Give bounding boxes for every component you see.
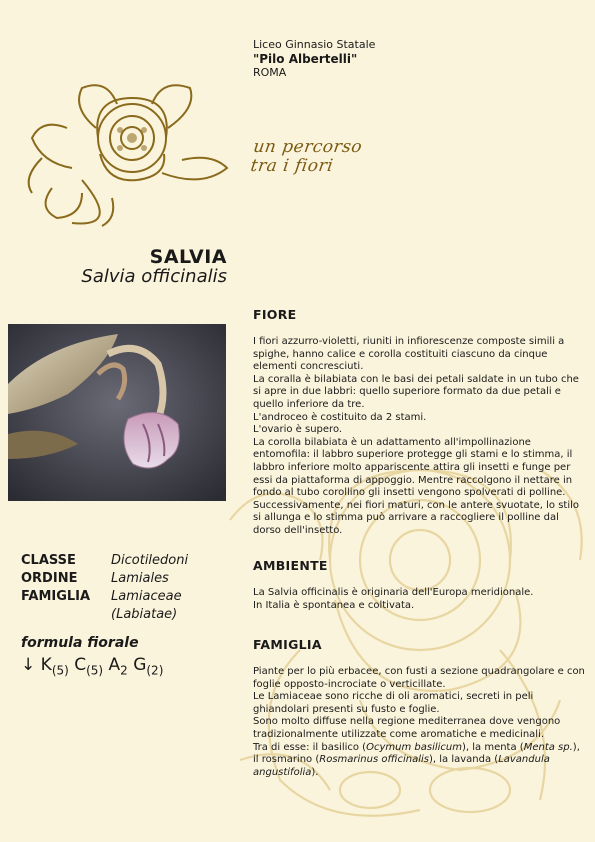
- plant-title: [81, 246, 227, 287]
- famiglia-paragraph: Le Lamiaceae sono ricche di oli aromatici, secreti in peli ghiandolari presenti su fusto e foglie.: [253, 691, 534, 715]
- famiglia-paragraph: Sono molto diffuse nella regione mediterranea dove vengono tradizionalmente utilizzate come aromatiche e medicinali.: [253, 716, 561, 740]
- fiore-paragraph: L'androceo è costituito da 2 stami.: [253, 411, 427, 423]
- tagline-line-1: un percorso: [252, 137, 364, 157]
- down-arrow-icon: ↓: [21, 655, 36, 675]
- fiore-paragraph: I fiori azzurro-violetti, riuniti in infiorescenze composte simili a spighe, hanno calice e corolla costituiti ciascuno da cinque elementi concresciuti.: [253, 336, 565, 373]
- taxonomy-row: CLASSE Dicotiledoni: [21, 553, 189, 568]
- taxonomy-table: [21, 552, 188, 624]
- fiore-paragraph: La coralla è bilabiata con le basi dei petali saldate in un tubo che si apre in due labbri: quello superiore formato da due petali e quello inferiore da tre.: [253, 373, 579, 410]
- fiore-heading: FIORE: [253, 307, 297, 322]
- ambiente-text: [253, 587, 585, 612]
- famiglia-paragraph: Piante per lo più erbacee, con fusti a sezione quadrangolare e con foglie opposto-incrociate o verticillate.: [253, 666, 585, 690]
- taxonomy-row: FAMIGLIA Lamiaceae: [21, 589, 182, 604]
- floral-formula: ↓ $K_{(5)}$ $C_{(5)}$ $A_2$ $G_{(2)}$: [21, 655, 164, 678]
- rose-ornament-icon: [12, 68, 242, 228]
- school-type: Liceo Ginnasio Statale: [253, 38, 376, 51]
- famiglia-text: [253, 666, 585, 779]
- school-city: ROMA: [253, 66, 287, 79]
- school-name: "Pilo Albertelli": [253, 52, 358, 66]
- floral-formula-title: formula fiorale: [21, 635, 139, 651]
- fiore-paragraph: L'ovario è supero.: [253, 424, 343, 436]
- famiglia-paragraph: Tra di esse: il basilico (Ocymum basilicum), la menta (Menta sp.), il rosmarino (Rosmarinus officinalis), la lavanda (Lavandula angustifolia).: [253, 741, 580, 778]
- taxonomy-row: (Labiatae): [111, 607, 178, 622]
- ambiente-heading: AMBIENTE: [253, 558, 328, 573]
- famiglia-heading: FAMIGLIA: [253, 637, 322, 652]
- fiore-paragraph: La corolla bilabiata è un adattamento all'impollinazione entomofila: il labbro superiore protegge gli stami e lo stimma, il labbro inferiore molto appariscente attira gli insetti e funge per essi da piattaforma di appoggio. Mentre raccolgono il nettare in fondo al tubo corollino gli insetti vengono spolverati di polline. Successivamente, nei fiori maturi, con le antere svuotate, lo stilo si allunga e lo stimma può arrivare a raccogliere il polline dal dorso dell'insetto.: [253, 436, 579, 536]
- tagline: [249, 138, 363, 176]
- taxonomy-row: ORDINE Lamiales: [21, 571, 169, 586]
- fiore-text: [253, 336, 585, 538]
- plant-latin-name: Salvia officinalis: [81, 266, 227, 287]
- flower-photo: [8, 324, 226, 501]
- school-header: [253, 38, 375, 80]
- ambiente-paragraph: La Salvia officinalis è originaria dell'Europa meridionale.: [253, 587, 534, 598]
- ambiente-paragraph: In Italia è spontanea e coltivata.: [253, 599, 415, 611]
- plant-common-name: SALVIA: [149, 246, 227, 268]
- tagline-line-2: tra i fiori: [249, 156, 335, 176]
